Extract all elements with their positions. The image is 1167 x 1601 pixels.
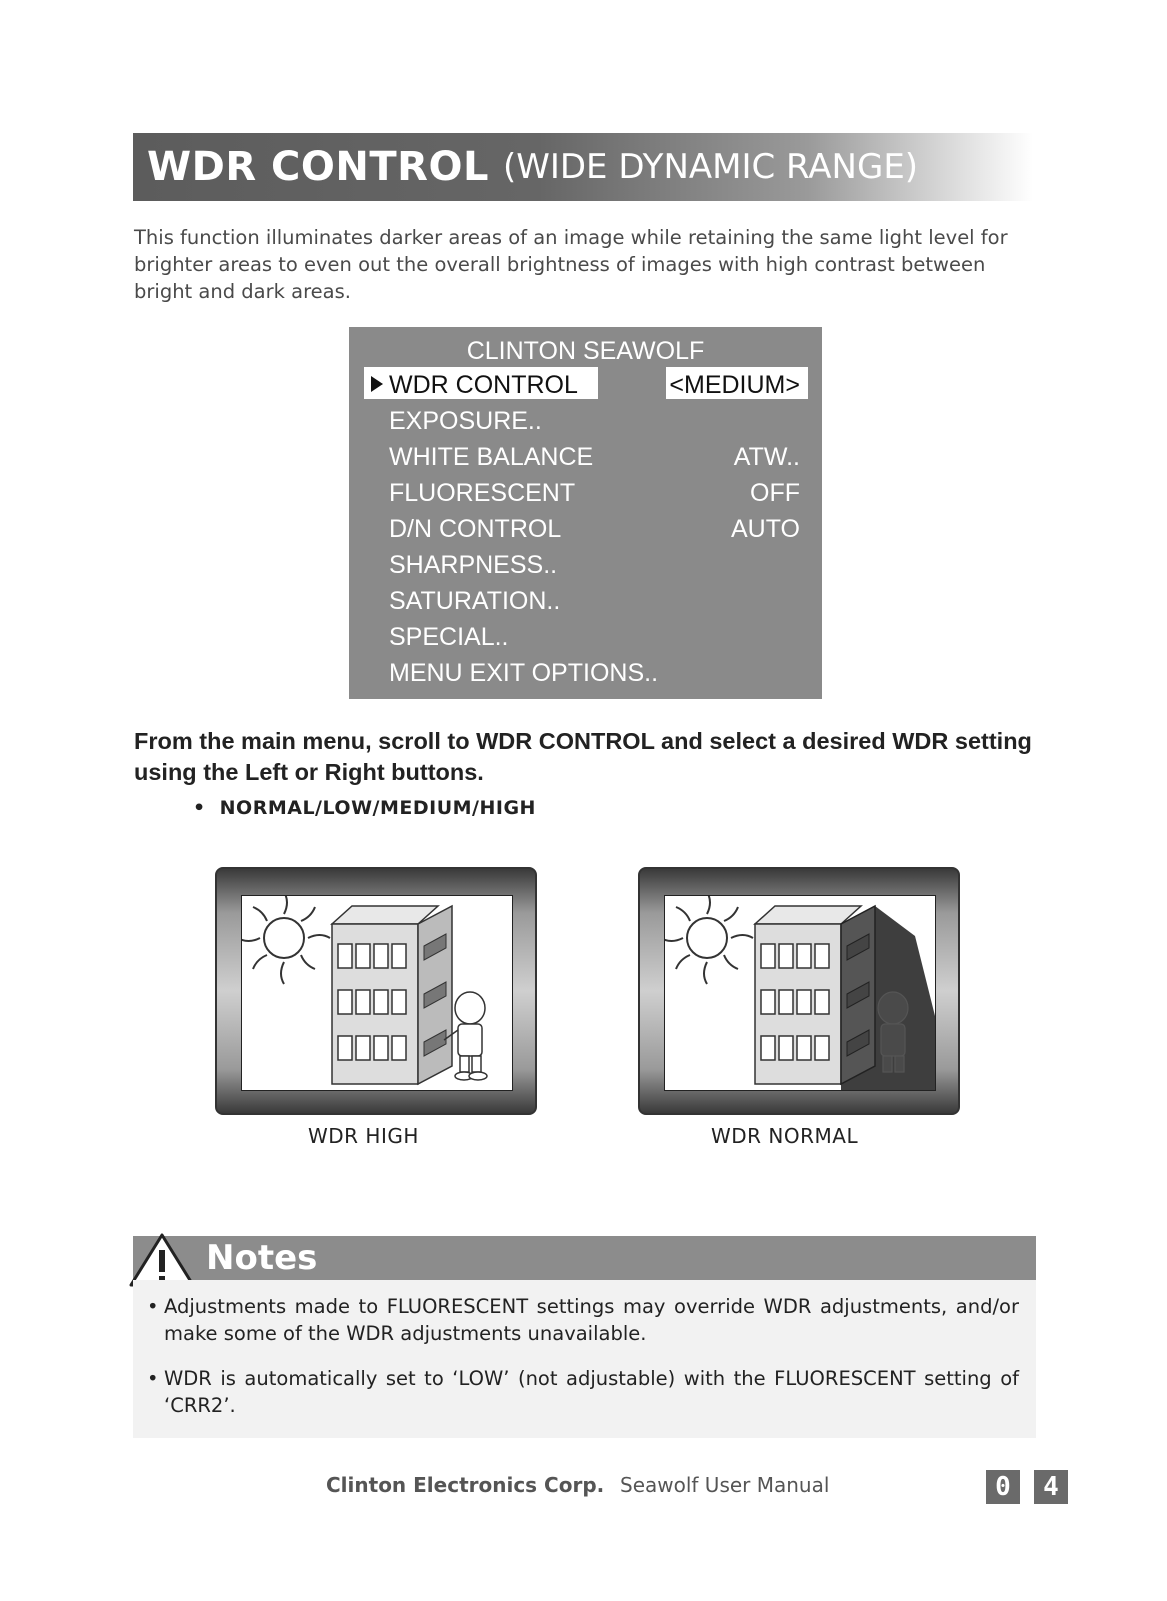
page-number-digit: 4 [1034, 1470, 1068, 1504]
selection-arrow-icon [371, 376, 383, 392]
osd-item-label: D/N CONTROL [389, 515, 562, 543]
osd-item-fluorescent[interactable] [349, 475, 822, 509]
osd-item-label: WHITE BALANCE [389, 443, 594, 471]
sun-icon [665, 896, 753, 984]
intro-paragraph: This function illuminates darker areas of an image while retaining the same light level for brighter areas to even out the overall brightness of images with high contrast between bright and dark areas. [134, 226, 1008, 303]
notes-title: Notes [206, 1238, 318, 1278]
notes-body [133, 1280, 1036, 1438]
osd-item-special[interactable] [349, 619, 822, 653]
note-item: • Adjustments made to FLUORESCENT settings may override WDR adjustments, and/or make some of the WDR adjustments unavailable. [147, 1295, 1019, 1345]
footer-company: Clinton Electronics Corp. [326, 1473, 605, 1497]
osd-item-label: EXPOSURE.. [389, 407, 542, 435]
monitor-screen [241, 895, 513, 1091]
osd-item-value: OFF [750, 479, 800, 507]
page-number-digit: 0 [986, 1470, 1020, 1504]
osd-item-wdr-control[interactable] [349, 367, 822, 401]
osd-item-label: MENU EXIT OPTIONS.. [389, 659, 659, 687]
instruction-text: From the main menu, scroll to WDR CONTROL and select a desired WDR setting using the Left or Right buttons. [134, 728, 1032, 785]
osd-item-exposure[interactable] [349, 403, 822, 437]
monitor-screen [664, 895, 936, 1091]
osd-item-label: SPECIAL.. [389, 623, 509, 651]
building-icon [755, 906, 935, 1090]
wdr-normal-illustration [665, 896, 935, 1090]
monitor-wdr-high [215, 867, 537, 1115]
page-title: WDR CONTROL [147, 144, 489, 190]
osd-item-value: AUTO [731, 515, 800, 543]
osd-menu [349, 327, 822, 699]
footer-manual-title: Seawolf User Manual [620, 1473, 830, 1497]
monitor-wdr-normal [638, 867, 960, 1115]
osd-item-sharpness[interactable] [349, 547, 822, 581]
building-icon [332, 906, 452, 1084]
note-text: Adjustments made to FLUORESCENT settings may override WDR adjustments, and/or make some of the WDR adjustments unavailable. [164, 1295, 1019, 1345]
osd-item-label: SHARPNESS.. [389, 551, 558, 579]
osd-item-menu-exit-options[interactable] [349, 655, 822, 689]
caption-wdr-normal: WDR NORMAL [711, 1124, 859, 1148]
osd-item-dn-control[interactable] [349, 511, 822, 545]
page-subtitle: (WIDE DYNAMIC RANGE) [502, 147, 919, 187]
caption-wdr-high: WDR HIGH [308, 1124, 419, 1148]
osd-item-value: <MEDIUM> [669, 371, 800, 399]
sun-icon [242, 896, 330, 984]
options-text: NORMAL/LOW/MEDIUM/HIGH [219, 797, 536, 819]
wdr-high-illustration [242, 896, 512, 1090]
osd-item-white-balance[interactable] [349, 439, 822, 473]
osd-item-label: SATURATION.. [389, 587, 561, 615]
osd-menu-title: CLINTON SEAWOLF [466, 337, 705, 365]
osd-item-label: FLUORESCENT [389, 479, 576, 507]
note-text: WDR is automatically set to ‘LOW’ (not adjustable) with the FLUORESCENT setting of ‘CRR2’. [164, 1367, 1019, 1417]
note-item: • WDR is automatically set to ‘LOW’ (not adjustable) with the FLUORESCENT setting of ‘CRR2’. [147, 1367, 1019, 1417]
options-bullet: • NORMAL/LOW/MEDIUM/HIGH [193, 797, 536, 819]
osd-item-label: WDR CONTROL [389, 371, 578, 399]
osd-item-saturation[interactable] [349, 583, 822, 617]
osd-item-value: ATW.. [733, 443, 800, 471]
section-title-bar [133, 133, 1033, 201]
